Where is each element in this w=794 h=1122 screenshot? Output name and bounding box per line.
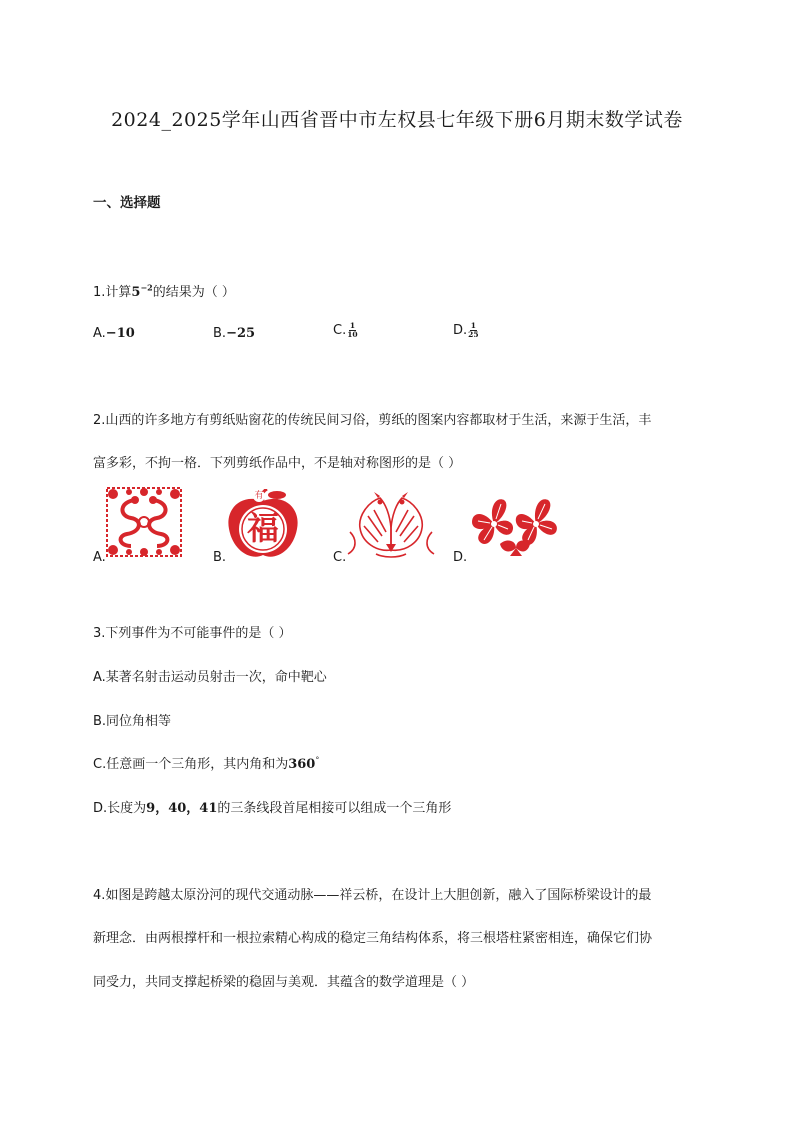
fu-character: 福 xyxy=(247,509,280,547)
papercut-flowers-image xyxy=(470,494,562,560)
q1-stem-before: 1.计算 xyxy=(93,285,132,300)
q3-option-a[interactable]: A.某著名射击运动员射击一次，命中靶心 xyxy=(93,670,327,685)
q3-option-c[interactable]: C.任意画一个三角形，其内角和为360° xyxy=(93,755,320,772)
papercut-dragons-image xyxy=(105,486,183,558)
q2-option-a[interactable]: A. xyxy=(93,550,106,565)
question-2-line-1: 2.山西的许多地方有剪纸贴窗花的传统民间习俗，剪纸的图案内容都取材于生活，来源于生活，丰 xyxy=(93,413,652,428)
q2-option-b[interactable]: B. xyxy=(213,550,227,565)
q1-exponent: −2 xyxy=(140,282,153,293)
q1-base: 5 xyxy=(131,285,141,300)
papercut-birds-image xyxy=(346,492,436,560)
question-4-line-3: 同受力，共同支撑起桥梁的稳固与美观．其蕴含的数学道理是（ ） xyxy=(93,975,475,990)
q2-option-d[interactable]: D. xyxy=(453,550,468,565)
question-1-stem xyxy=(93,281,235,300)
q1-option-d[interactable]: D. $\frac{1}{25}$ xyxy=(453,321,479,339)
page-title: 2024_2025学年山西省晋中市左权县七年级下册6月期末数学试卷 xyxy=(111,109,683,131)
question-3-stem: 3.下列事件为不可能事件的是（ ） xyxy=(93,626,292,641)
question-4-line-1: 4.如图是跨越太原汾河的现代交通动脉——祥云桥，在设计上大胆创新，融入了国际桥梁设计的最 xyxy=(93,888,652,903)
q1-option-d-fraction: $\frac{1}{25}$ xyxy=(468,321,479,339)
q1-option-c[interactable]: C. $\frac{1}{10}$ xyxy=(333,321,358,339)
question-4-line-2: 新理念．由两根撑杆和一根拉索精心构成的稳定三角结构体系，将三根塔柱紧密相连，确保它们协 xyxy=(93,931,653,946)
section-heading: 一、选择题 xyxy=(93,195,161,211)
you-character: 有 xyxy=(254,491,264,501)
q3-option-b[interactable]: B.同位角相等 xyxy=(93,714,172,729)
papercut-fu-apple-image xyxy=(223,489,303,561)
q1-option-c-fraction: $\frac{1}{10}$ xyxy=(347,321,358,339)
q3-option-d[interactable]: D.长度为9，40，41的三条线段首尾相接可以组成一个三角形 xyxy=(93,801,452,816)
q1-option-a[interactable]: A.−10 xyxy=(93,326,135,341)
q2-option-c[interactable]: C. xyxy=(333,550,347,565)
question-2-line-2: 富多彩，不拘一格．下列剪纸作品中，不是轴对称图形的是（ ） xyxy=(93,456,462,471)
q1-stem-after: 的结果为（ ） xyxy=(152,285,235,300)
q1-option-b[interactable]: B.−25 xyxy=(213,326,256,341)
